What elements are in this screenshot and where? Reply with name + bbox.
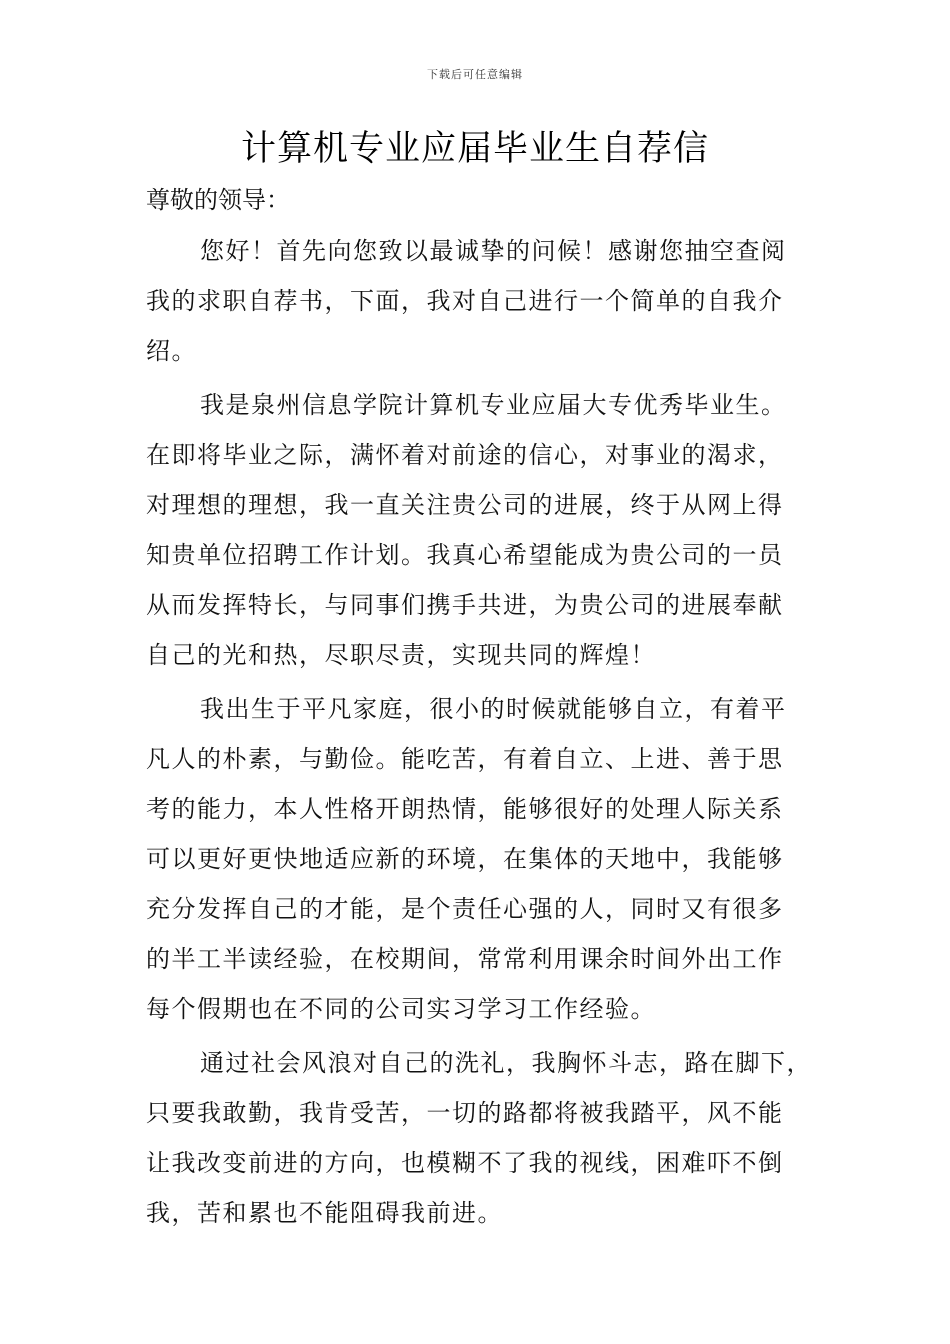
paragraph-line: 通过社会风浪对自己的洗礼，我胸怀斗志，路在脚下，	[200, 1049, 812, 1077]
paragraph-line: 您好！首先向您致以最诚挚的问候！感谢您抽空查阅	[200, 237, 787, 265]
paragraph-line: 让我改变前进的方向，也模糊不了我的视线，困难吓不倒	[146, 1149, 784, 1177]
paragraph-line: 的半工半读经验，在校期间，常常利用课余时间外出工作	[146, 945, 784, 973]
paragraph-line: 对理想的理想，我一直关注贵公司的进展，终于从网上得	[146, 491, 784, 519]
paragraph-line: 我是泉州信息学院计算机专业应届大专优秀毕业生。	[200, 391, 787, 419]
paragraph-background	[146, 684, 818, 1034]
paragraph-line: 凡人的朴素，与勤俭。能吃苦，有着自立、上进、善于思	[146, 745, 784, 773]
letter-body	[146, 226, 818, 1242]
paragraph-line: 充分发挥自己的才能，是个责任心强的人，同时又有很多	[146, 895, 784, 923]
document-title: 计算机专业应届毕业生自荐信	[240, 129, 709, 169]
paragraph-line: 每个假期也在不同的公司实习学习工作经验。	[146, 995, 656, 1023]
paragraph-line: 我出生于平凡家庭，很小的时候就能够自立，有着平	[200, 695, 787, 723]
paragraph-line: 可以更好更快地适应新的环境，在集体的天地中，我能够	[146, 845, 784, 873]
paragraph-line: 我，苦和累也不能阻碍我前进。	[146, 1199, 503, 1227]
paragraph-line: 从而发挥特长，与同事们携手共进，为贵公司的进展奉献	[146, 591, 784, 619]
salutation: 尊敬的领导：	[146, 186, 290, 214]
paragraph-greeting	[146, 226, 818, 376]
paragraph-line: 考的能力，本人性格开朗热情，能够很好的处理人际关系	[146, 795, 784, 823]
header-note: 下载后可任意编辑	[427, 68, 523, 81]
paragraph-line: 我的求职自荐书，下面，我对自己进行一个简单的自我介	[146, 287, 784, 315]
paragraph-line: 在即将毕业之际，满怀着对前途的信心，对事业的渴求，	[146, 441, 784, 469]
paragraph-line: 绍。	[146, 337, 197, 365]
paragraph-line: 自己的光和热，尽职尽责，实现共同的辉煌！	[146, 641, 656, 669]
paragraph-line: 知贵单位招聘工作计划。我真心希望能成为贵公司的一员	[146, 541, 784, 569]
paragraph-line: 只要我敢勤，我肯受苦，一切的路都将被我踏平，风不能	[146, 1099, 784, 1127]
paragraph-resolve	[146, 1038, 818, 1238]
paragraph-introduction	[146, 380, 818, 680]
